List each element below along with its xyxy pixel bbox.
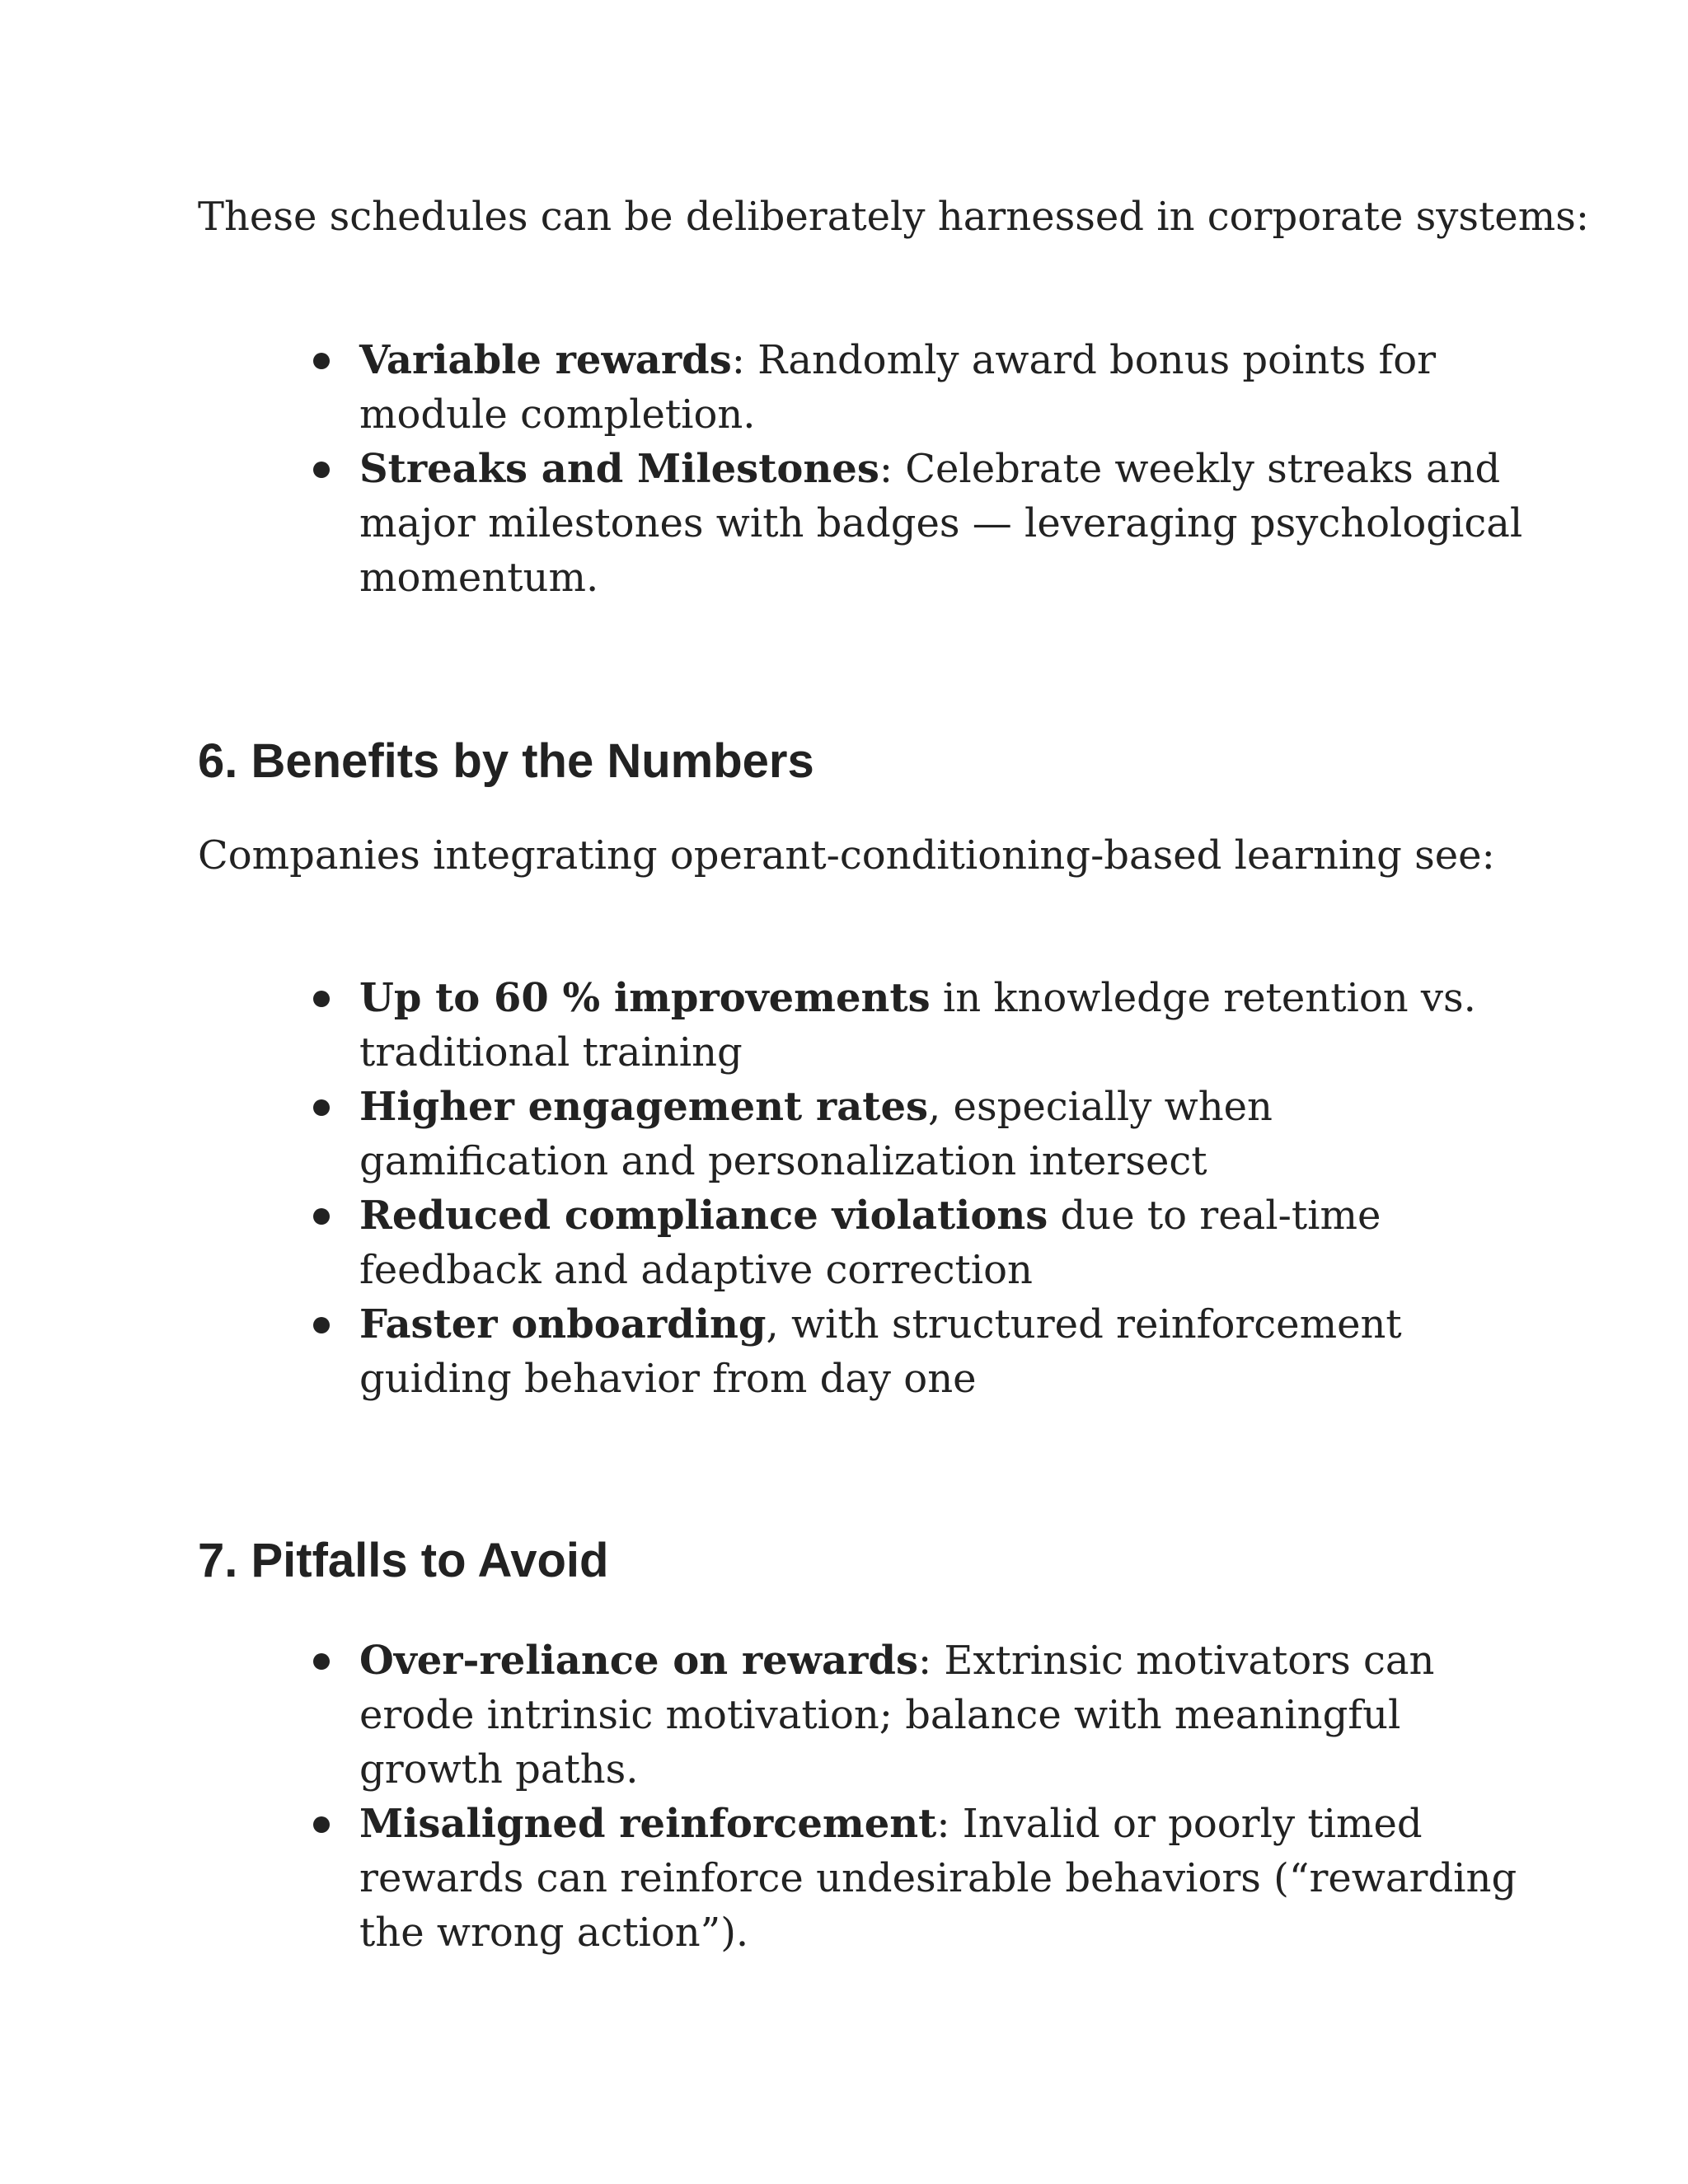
list-item-term: Up to 60 % improvements bbox=[359, 975, 931, 1021]
list-item-text bbox=[359, 442, 1526, 605]
list-item-description: : Celebrate weekly streaks and major milestones with badges — leveraging psychological momentum. bbox=[359, 446, 1523, 601]
list-item bbox=[307, 971, 1526, 1080]
list-item-term: Faster onboarding bbox=[359, 1301, 767, 1347]
bullet-icon bbox=[313, 1317, 330, 1333]
list-item-term: Misaligned reinforcement bbox=[359, 1801, 937, 1847]
list-item-text bbox=[359, 333, 1526, 442]
list-item-term: Reduced compliance violations bbox=[359, 1193, 1048, 1239]
list-item bbox=[307, 333, 1526, 442]
pitfalls-list bbox=[307, 1633, 1526, 1960]
list-item-description: , with structured reinforcement guiding behavior from day one bbox=[359, 1301, 1402, 1402]
list-item bbox=[307, 1797, 1526, 1960]
list-item-description: : Randomly award bonus points for module completion. bbox=[359, 337, 1437, 438]
reward-schedule-list bbox=[307, 333, 1526, 605]
list-item-term: Over-reliance on rewards bbox=[359, 1638, 918, 1684]
section-6-heading: 6. Benefits by the Numbers bbox=[198, 734, 814, 788]
intro-paragraph: These schedules can be deliberately harnessed in corporate systems: bbox=[198, 194, 1590, 240]
section-6-intro: Companies integrating operant-conditioning-based learning see: bbox=[198, 832, 1495, 879]
list-item-description: due to real‑time feedback and adaptive correction bbox=[359, 1193, 1381, 1293]
list-item-description: : Invalid or poorly timed rewards can reinforce undesirable behaviors (“rewarding the wrong action”). bbox=[359, 1801, 1517, 1956]
list-item bbox=[307, 1188, 1526, 1297]
list-item bbox=[307, 1297, 1526, 1406]
list-item bbox=[307, 1080, 1526, 1188]
list-item-text bbox=[359, 1080, 1526, 1188]
list-item-term: Streaks and Milestones bbox=[359, 446, 879, 492]
section-7-heading: 7. Pitfalls to Avoid bbox=[198, 1534, 609, 1587]
bullet-icon bbox=[313, 1653, 330, 1670]
list-item-text bbox=[359, 1188, 1526, 1297]
list-item bbox=[307, 442, 1526, 605]
bullet-icon bbox=[313, 1816, 330, 1833]
bullet-icon bbox=[313, 991, 330, 1007]
list-item-text bbox=[359, 1297, 1526, 1406]
list-item-description: in knowledge retention vs. traditional training bbox=[359, 975, 1476, 1076]
list-item-description: : Extrinsic motivators can erode intrinsic motivation; balance with meaningful growth paths. bbox=[359, 1638, 1435, 1793]
list-item-text bbox=[359, 1797, 1526, 1960]
bullet-icon bbox=[313, 353, 330, 369]
benefits-list bbox=[307, 971, 1526, 1406]
bullet-icon bbox=[313, 462, 330, 478]
bullet-icon bbox=[313, 1208, 330, 1225]
list-item bbox=[307, 1633, 1526, 1797]
list-item-text bbox=[359, 1633, 1526, 1797]
list-item-text bbox=[359, 971, 1526, 1080]
list-item-term: Variable rewards bbox=[359, 337, 732, 383]
list-item-term: Higher engagement rates bbox=[359, 1084, 929, 1130]
list-item-description: , especially when gamification and personalization intersect bbox=[359, 1084, 1273, 1184]
bullet-icon bbox=[313, 1099, 330, 1116]
